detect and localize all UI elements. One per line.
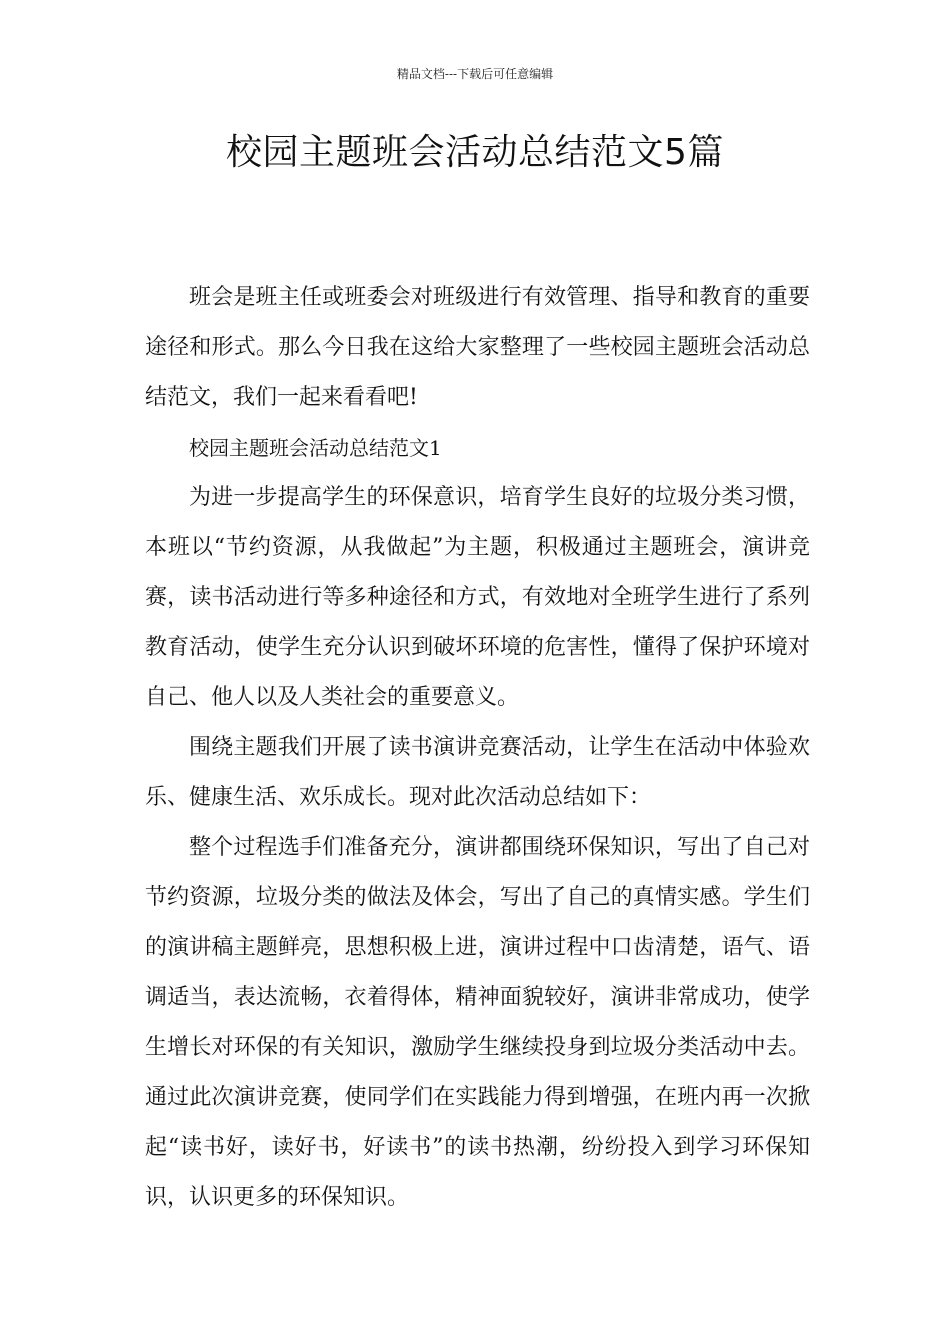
body-paragraph: 围绕主题我们开展了读书演讲竞赛活动，让学生在活动中体验欢乐、健康生活、欢乐成长。现对此次活动总结如下： — [145, 735, 810, 810]
section-heading: 校园主题班会活动总结范文1 — [189, 436, 442, 460]
document-body — [145, 273, 810, 1223]
body-paragraph: 为进一步提高学生的环保意识，培育学生良好的垃圾分类习惯，本班以“节约资源，从我做起”为主题，积极通过主题班会，演讲竞赛，读书活动进行等多种途径和方式，有效地对全班学生进行了系列教育活动，使学生充分认识到破坏环境的危害性，懂得了保护环境对自己、他人以及人类社会的重要意义。 — [145, 485, 810, 710]
document-title: 校园主题班会活动总结范文5篇 — [226, 132, 724, 173]
header-note: 精品文档---下载后可任意编辑 — [396, 67, 554, 81]
body-paragraph: 整个过程选手们准备充分，演讲都围绕环保知识，写出了自己对节约资源，垃圾分类的做法及体会，写出了自己的真情实感。学生们的演讲稿主题鲜亮，思想积极上进，演讲过程中口齿清楚，语气、语调适当，表达流畅，衣着得体，精神面貌较好，演讲非常成功，使学生增长对环保的有关知识，激励学生继续投身到垃圾分类活动中去。通过此次演讲竞赛，使同学们在实践能力得到增强，在班内再一次掀起“读书好，读好书，好读书”的读书热潮，纷纷投入到学习环保知识，认识更多的环保知识。 — [145, 835, 810, 1210]
intro-paragraph: 班会是班主任或班委会对班级进行有效管理、指导和教育的重要途径和形式。那么今日我在这给大家整理了一些校园主题班会活动总结范文，我们一起来看看吧! — [145, 285, 810, 410]
